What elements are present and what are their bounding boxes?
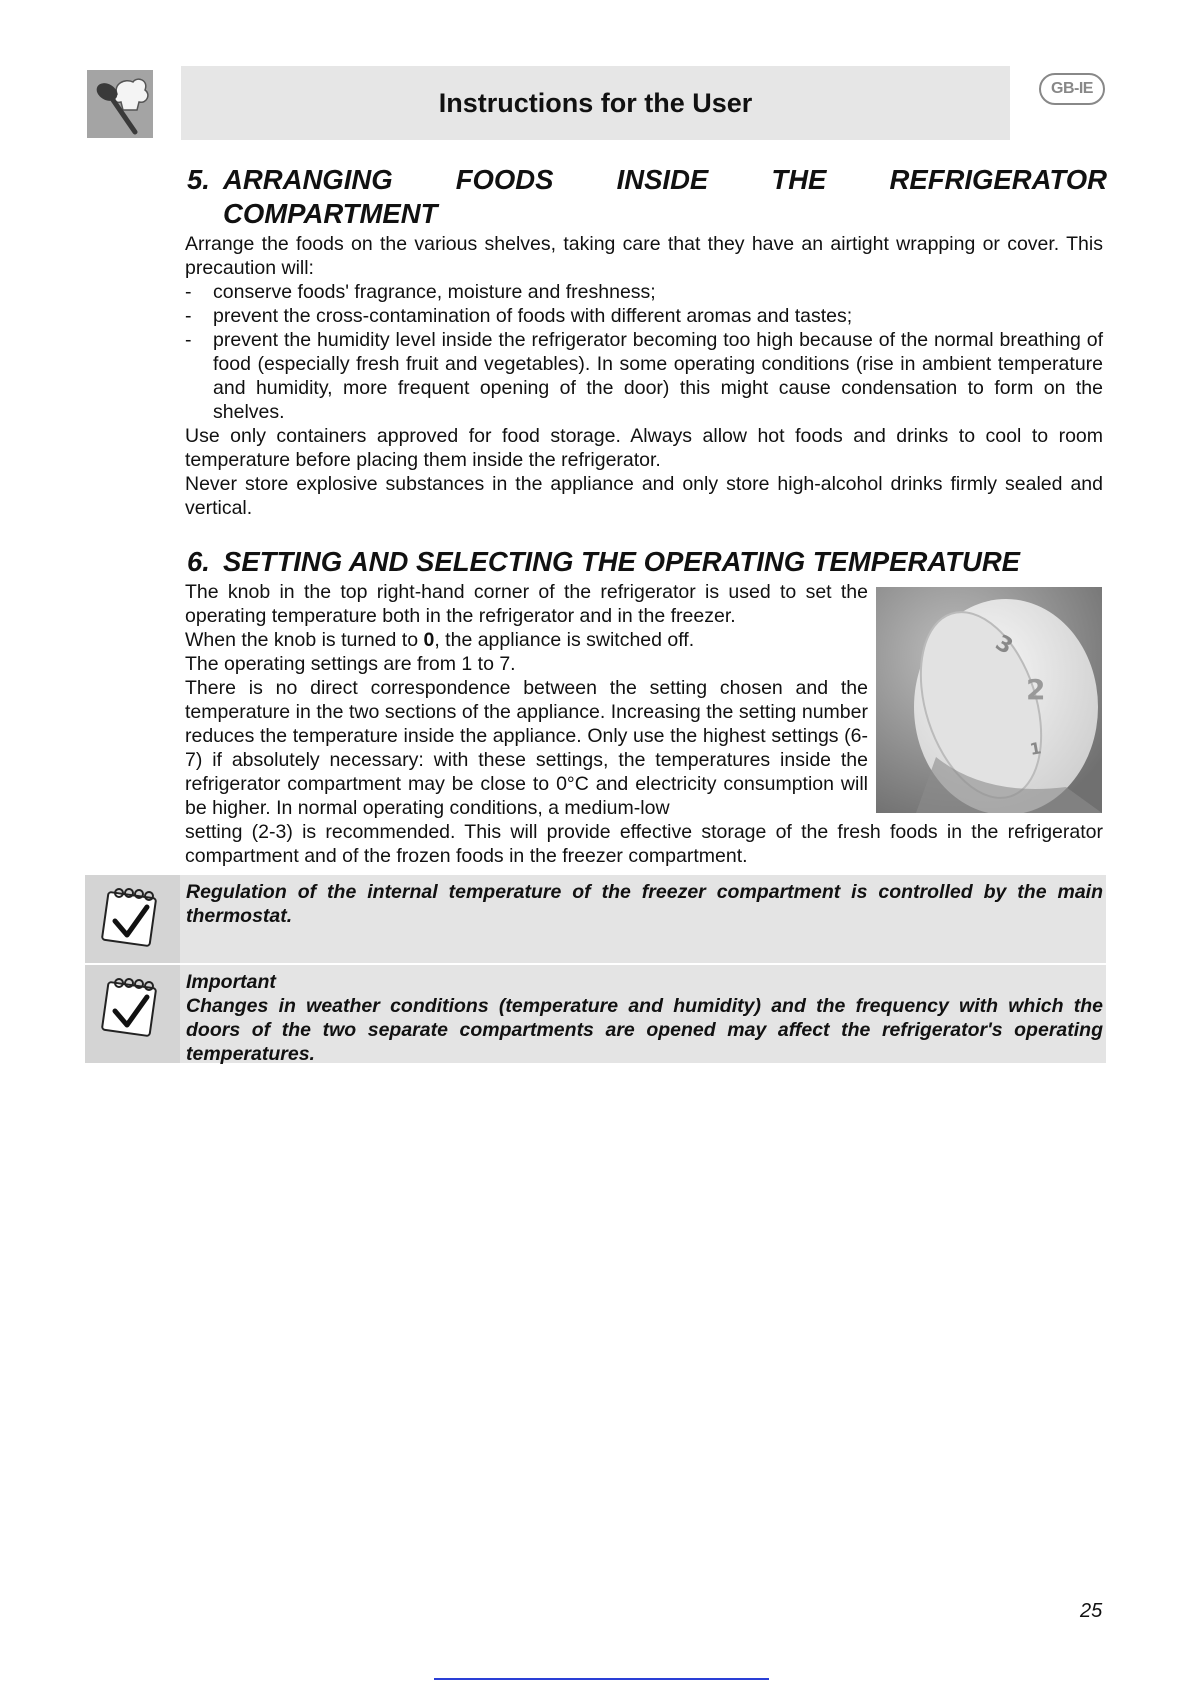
section-6-title: SETTING AND SELECTING THE OPERATING TEMPERATURE	[223, 546, 1021, 577]
footer-divider	[434, 1678, 769, 1680]
list-bullet: -	[185, 305, 192, 327]
note-icon-cell	[85, 965, 180, 1063]
note-icon-cell	[85, 875, 180, 963]
section-6-number: 6.	[187, 546, 210, 577]
section-6-text: When the knob is turned to	[185, 629, 424, 651]
header-bar	[181, 66, 1010, 140]
note-text: Regulation of the internal temperature of the freezer compartment is controlled by the main thermostat.	[186, 881, 1103, 927]
section-5-paragraph: Use only containers approved for food storage. Always allow hot foods and drinks to cool to room temperature before placing them inside the refrigerator.	[185, 425, 1103, 471]
thermostat-knob-icon	[876, 587, 1102, 813]
section-6-paragraph: setting (2-3) is recommended. This will provide effective storage of the fresh foods in the refrigerator compartment and of the frozen foods in the freezer compartment.	[185, 821, 1103, 867]
section-6-paragraph: There is no direct correspondence between the setting chosen and the temperature in the two sections of the appliance. Increasing the setting number reduces the temperature inside the appliance. Only use the highest settings (6-7) if absolutely necessary: with these settings, the temperatures inside the refrigerator compartment may be close to 0°C and electricity consumption will be higher. In normal operating conditions, a medium-low	[185, 677, 868, 819]
list-item	[185, 304, 1103, 328]
note-content	[186, 970, 1103, 1066]
list-item-text: prevent the humidity level inside the refrigerator becoming too high because of the normal breathing of food (especially fresh fruit and vegetables). In some operating conditions (rise in ambient temperature and humidity, more frequent opening of the door) this might cause condensation to form on the shelves.	[213, 329, 1103, 423]
list-item-text: prevent the cross-contamination of foods with different aromas and tastes;	[213, 305, 853, 327]
section-5-paragraph: Never store explosive substances in the appliance and only store high-alcohol drinks firmly sealed and vertical.	[185, 473, 1103, 519]
page-number: 25	[1080, 1600, 1103, 1622]
notepad-check-icon	[97, 971, 169, 1043]
section-6-body	[185, 580, 868, 820]
section-6-heading	[187, 545, 1107, 579]
section-5-title-word: REFRIGERATOR	[889, 164, 1107, 195]
section-5-intro: Arrange the foods on the various shelves, taking care that they have an airtight wrapping or cover. This precaution will:	[185, 233, 1103, 279]
section-6-body-continued	[185, 820, 1103, 868]
section-5-heading	[187, 163, 1107, 231]
section-5-title-line-2: COMPARTMENT	[223, 198, 438, 229]
list-item	[185, 280, 1103, 304]
section-6-paragraph	[185, 628, 868, 652]
note-box	[85, 965, 1106, 1063]
page-title: Instructions for the User	[438, 87, 753, 118]
list-bullet: -	[185, 281, 192, 303]
list-bullet: -	[185, 329, 192, 351]
section-6-paragraph: The knob in the top right-hand corner of the refrigerator is used to set the operating temperature both in the refrigerator and in the freezer.	[185, 581, 868, 627]
note-text: Changes in weather conditions (temperature and humidity) and the frequency with which the doors of the two separate compartments are opened may affect the refrigerator's operating temperatures.	[186, 995, 1103, 1065]
section-5-title-word: THE	[771, 164, 827, 195]
section-6-paragraph: The operating settings are from 1 to 7.	[185, 653, 516, 675]
notepad-check-icon	[97, 881, 169, 953]
note-box	[85, 875, 1106, 963]
list-item	[185, 328, 1103, 424]
section-5-title-word: ARRANGING	[223, 164, 393, 195]
section-5-body	[185, 232, 1103, 520]
brand-logo	[87, 70, 153, 138]
section-5-title-word: INSIDE	[616, 164, 709, 195]
section-5-number: 5.	[187, 164, 210, 195]
thermostat-knob-photo	[876, 587, 1102, 813]
region-badge: GB-IE	[1039, 73, 1105, 105]
list-item-text: conserve foods' fragrance, moisture and freshness;	[213, 281, 656, 303]
knob-setting-label: 2	[1026, 673, 1046, 706]
off-setting-value: 0	[423, 629, 435, 651]
chef-spoon-logo-icon	[87, 70, 153, 138]
knob-setting-label: 3	[991, 630, 1017, 660]
section-6-text: , the appliance is switched off.	[434, 629, 695, 651]
knob-setting-label: 1	[1028, 738, 1043, 759]
note-heading: Important	[186, 971, 276, 993]
section-5-title-word: FOODS	[455, 164, 554, 195]
